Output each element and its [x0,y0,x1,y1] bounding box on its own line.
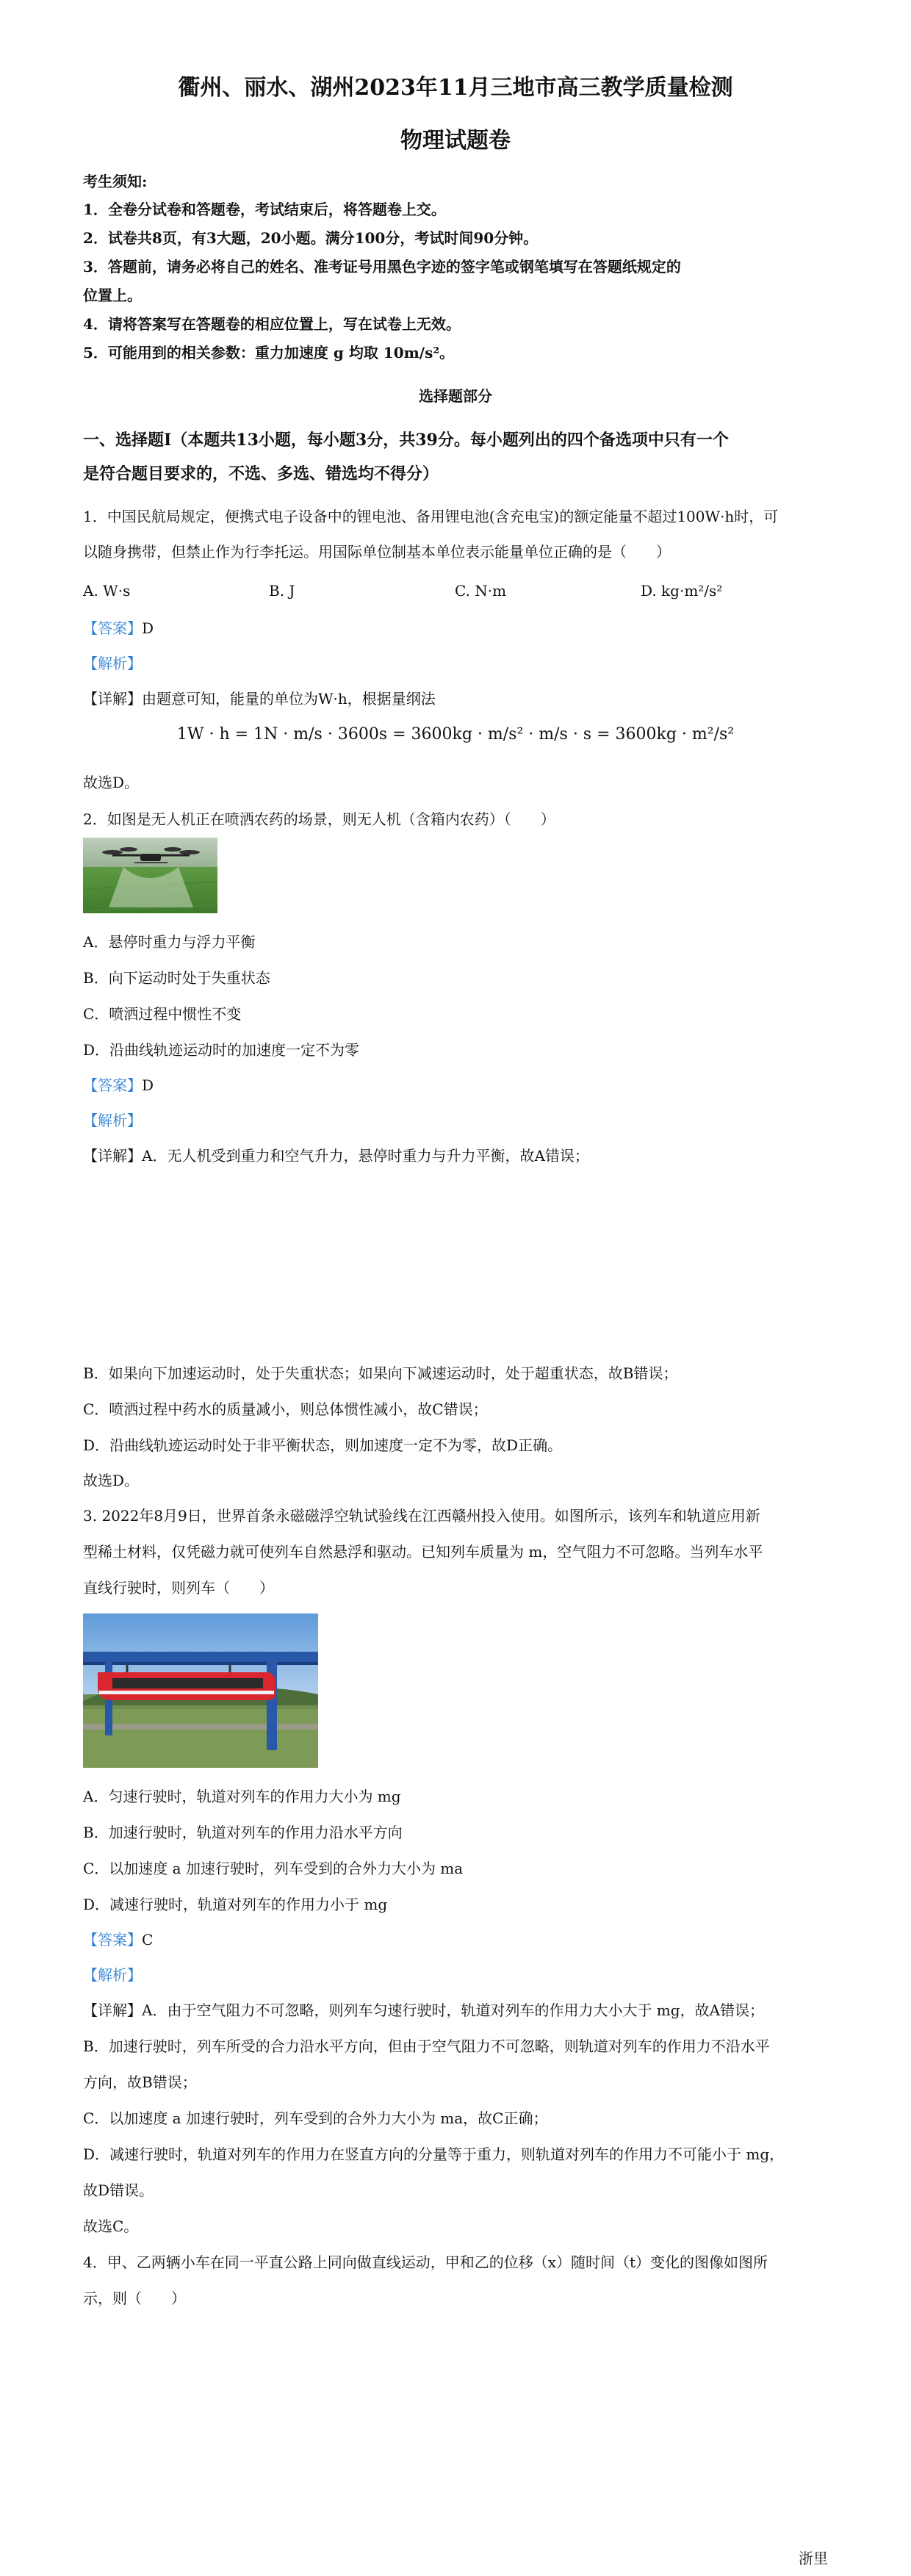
q3-option-b: B．加速行驶时，轨道对列车的作用力沿水平方向 [83,1824,403,1841]
exam-title: 衢州、丽水、湖州2023年11月三地市高三教学质量检测 [178,75,733,101]
answer-label: 【答案】 [83,619,142,637]
q1-detail: 由题意可知，能量的单位为W·h，根据量纲法 [142,690,436,708]
section-instruction-2: 是符合题目要求的，不选、多选、错选均不得分） [83,464,439,483]
q2-option-c: C．喷洒过程中惯性不变 [83,1005,242,1023]
q4-stem-1: 4．甲、乙两辆小车在同一平直公路上同向做直线运动，甲和乙的位移（x）随时间（t）变化的图像如图所 [83,2253,768,2271]
q2-detail-c: C．喷洒过程中药水的质量减小，则总体惯性减小，故C错误； [83,1400,488,1418]
q1-stem-1: 1．中国民航局规定，便携式电子设备中的锂电池、备用锂电池(含充电宝)的额定能量不超过100W·h时，可 [83,508,779,525]
q1-option-c: C. N·m [455,582,507,600]
q1-answer-line [83,610,828,647]
q3-analysis-label: 【解析】 [83,1966,142,1984]
detail-label: 【详解】 [83,2001,142,2019]
q3-option-c: C．以加速度 a 加速行驶时，列车受到的合外力大小为 ma [83,1860,464,1877]
answer-label: 【答案】 [83,1931,142,1949]
q2-answer-line [83,1067,828,1104]
q3-detail-d-1: D．减速行驶时，轨道对列车的作用力在竖直方向的分量等于重力，则轨道对列车的作用力不可能小于 mg， [83,2145,785,2163]
q2-detail-d: D．沿曲线轨迹运动时处于非平衡状态，则加速度一定不为零，故D正确。 [83,1436,563,1454]
drone-photo [83,838,217,913]
page-footer-mark: 浙里 [799,2550,828,2567]
notice-item-1: 1．全卷分试卷和答题卷，考试结束后，将答题卷上交。 [83,201,446,218]
q3-detail-c: C．以加速度 a 加速行驶时，列车受到的合外力大小为 ma，故C正确； [83,2109,548,2127]
q1-conclusion: 故选D。 [83,774,140,791]
q1-option-b: B. J [269,582,295,600]
q1-answer: D [142,619,154,637]
q1-detail-line [83,680,828,717]
q1-option-d: D. kg·m²/s² [641,582,723,600]
notice-heading: 考生须知: [83,173,148,190]
q2-stem: 2．如图是无人机正在喷洒农药的场景，则无人机（含箱内农药）（ ） [83,810,555,828]
detail-label: 【详解】 [83,1147,142,1165]
q1-option-a: A. W·s [83,582,131,600]
q1-stem-2: 以随身携带，但禁止作为行李托运。用国际单位制基本单位表示能量单位正确的是（ ） [83,543,671,561]
notice-item-3-cont: 位置上。 [83,287,142,304]
q1-formula: 1W · h = 1N · m/s · 3600s = 3600kg · m/s² · m/s · s = 3600kg · m²/s² [176,725,735,744]
q2-conclusion: 故选D。 [83,1472,140,1489]
q2-option-b: B．向下运动时处于失重状态 [83,969,270,987]
q2-option-d: D．沿曲线轨迹运动时的加速度一定不为零 [83,1041,360,1059]
notice-item-5: 5．可能用到的相关参数：重力加速度 g 均取 10m/s²。 [83,344,455,361]
q3-detail-a-line [83,1992,828,2029]
section-title: 选择题部分 [419,387,492,405]
detail-label: 【详解】 [83,690,142,708]
notice-item-3: 3．答题前，请务必将自己的姓名、准考证号用黑色字迹的签字笔或钢笔填写在答题纸规定的 [83,258,681,276]
q3-option-d: D．减速行驶时，轨道对列车的作用力小于 mg [83,1896,388,1913]
q3-detail-d-2: 故D错误。 [83,2181,154,2199]
q2-analysis-label: 【解析】 [83,1112,142,1129]
q1-options [83,576,828,605]
answer-label: 【答案】 [83,1076,142,1094]
exam-subtitle: 物理试题卷 [400,128,511,154]
q4-stem-2: 示，则（ ） [83,2289,186,2307]
q3-answer: C [142,1931,154,1949]
q3-stem-1: 3. 2022年8月9日，世界首条永磁磁浮空轨试验线在江西赣州投入使用。如图所示，该列车和轨道应用新 [83,1507,760,1525]
q2-detail-b: B．如果向下加速运动时，处于失重状态；如果向下减速运动时，处于超重状态，故B错误； [83,1364,678,1382]
q2-answer: D [142,1076,154,1094]
q3-stem-3: 直线行驶时，则列车（ ） [83,1579,274,1597]
q3-conclusion: 故选C。 [83,2217,139,2235]
q3-stem-2: 型稀土材料，仅凭磁力就可使列车自然悬浮和驱动。已知列车质量为 m，空气阻力不可忽略。当列车水平 [83,1543,763,1561]
q2-detail-a-line [83,1137,828,1174]
q3-detail-a: A．由于空气阻力不可忽略，则列车匀速行驶时，轨道对列车的作用力大小大于 mg，故A错误； [142,2001,765,2019]
q3-detail-b-2: 方向，故B错误； [83,2073,197,2091]
q2-option-a: A．悬停时重力与浮力平衡 [83,933,256,951]
maglev-train-photo [83,1613,318,1768]
section-instruction-1: 一、选择题Ⅰ（本题共13小题，每小题3分，共39分。每小题列出的四个备选项中只有一个 [83,431,729,450]
notice-item-2: 2．试卷共8页，有3大题，20小题。满分100分，考试时间90分钟。 [83,229,539,247]
q3-option-a: A．匀速行驶时，轨道对列车的作用力大小为 mg [83,1788,401,1805]
notice-item-4: 4．请将答案写在答题卷的相应位置上，写在试卷上无效。 [83,315,461,333]
q3-answer-line [83,1921,828,1958]
q1-analysis-label: 【解析】 [83,655,142,672]
q2-detail-a: A．无人机受到重力和空气升力，悬停时重力与升力平衡，故A错误； [142,1147,589,1165]
q3-detail-b-1: B．加速行驶时，列车所受的合力沿水平方向，但由于空气阻力不可忽略，则轨道对列车的作用力不沿水平 [83,2037,770,2055]
